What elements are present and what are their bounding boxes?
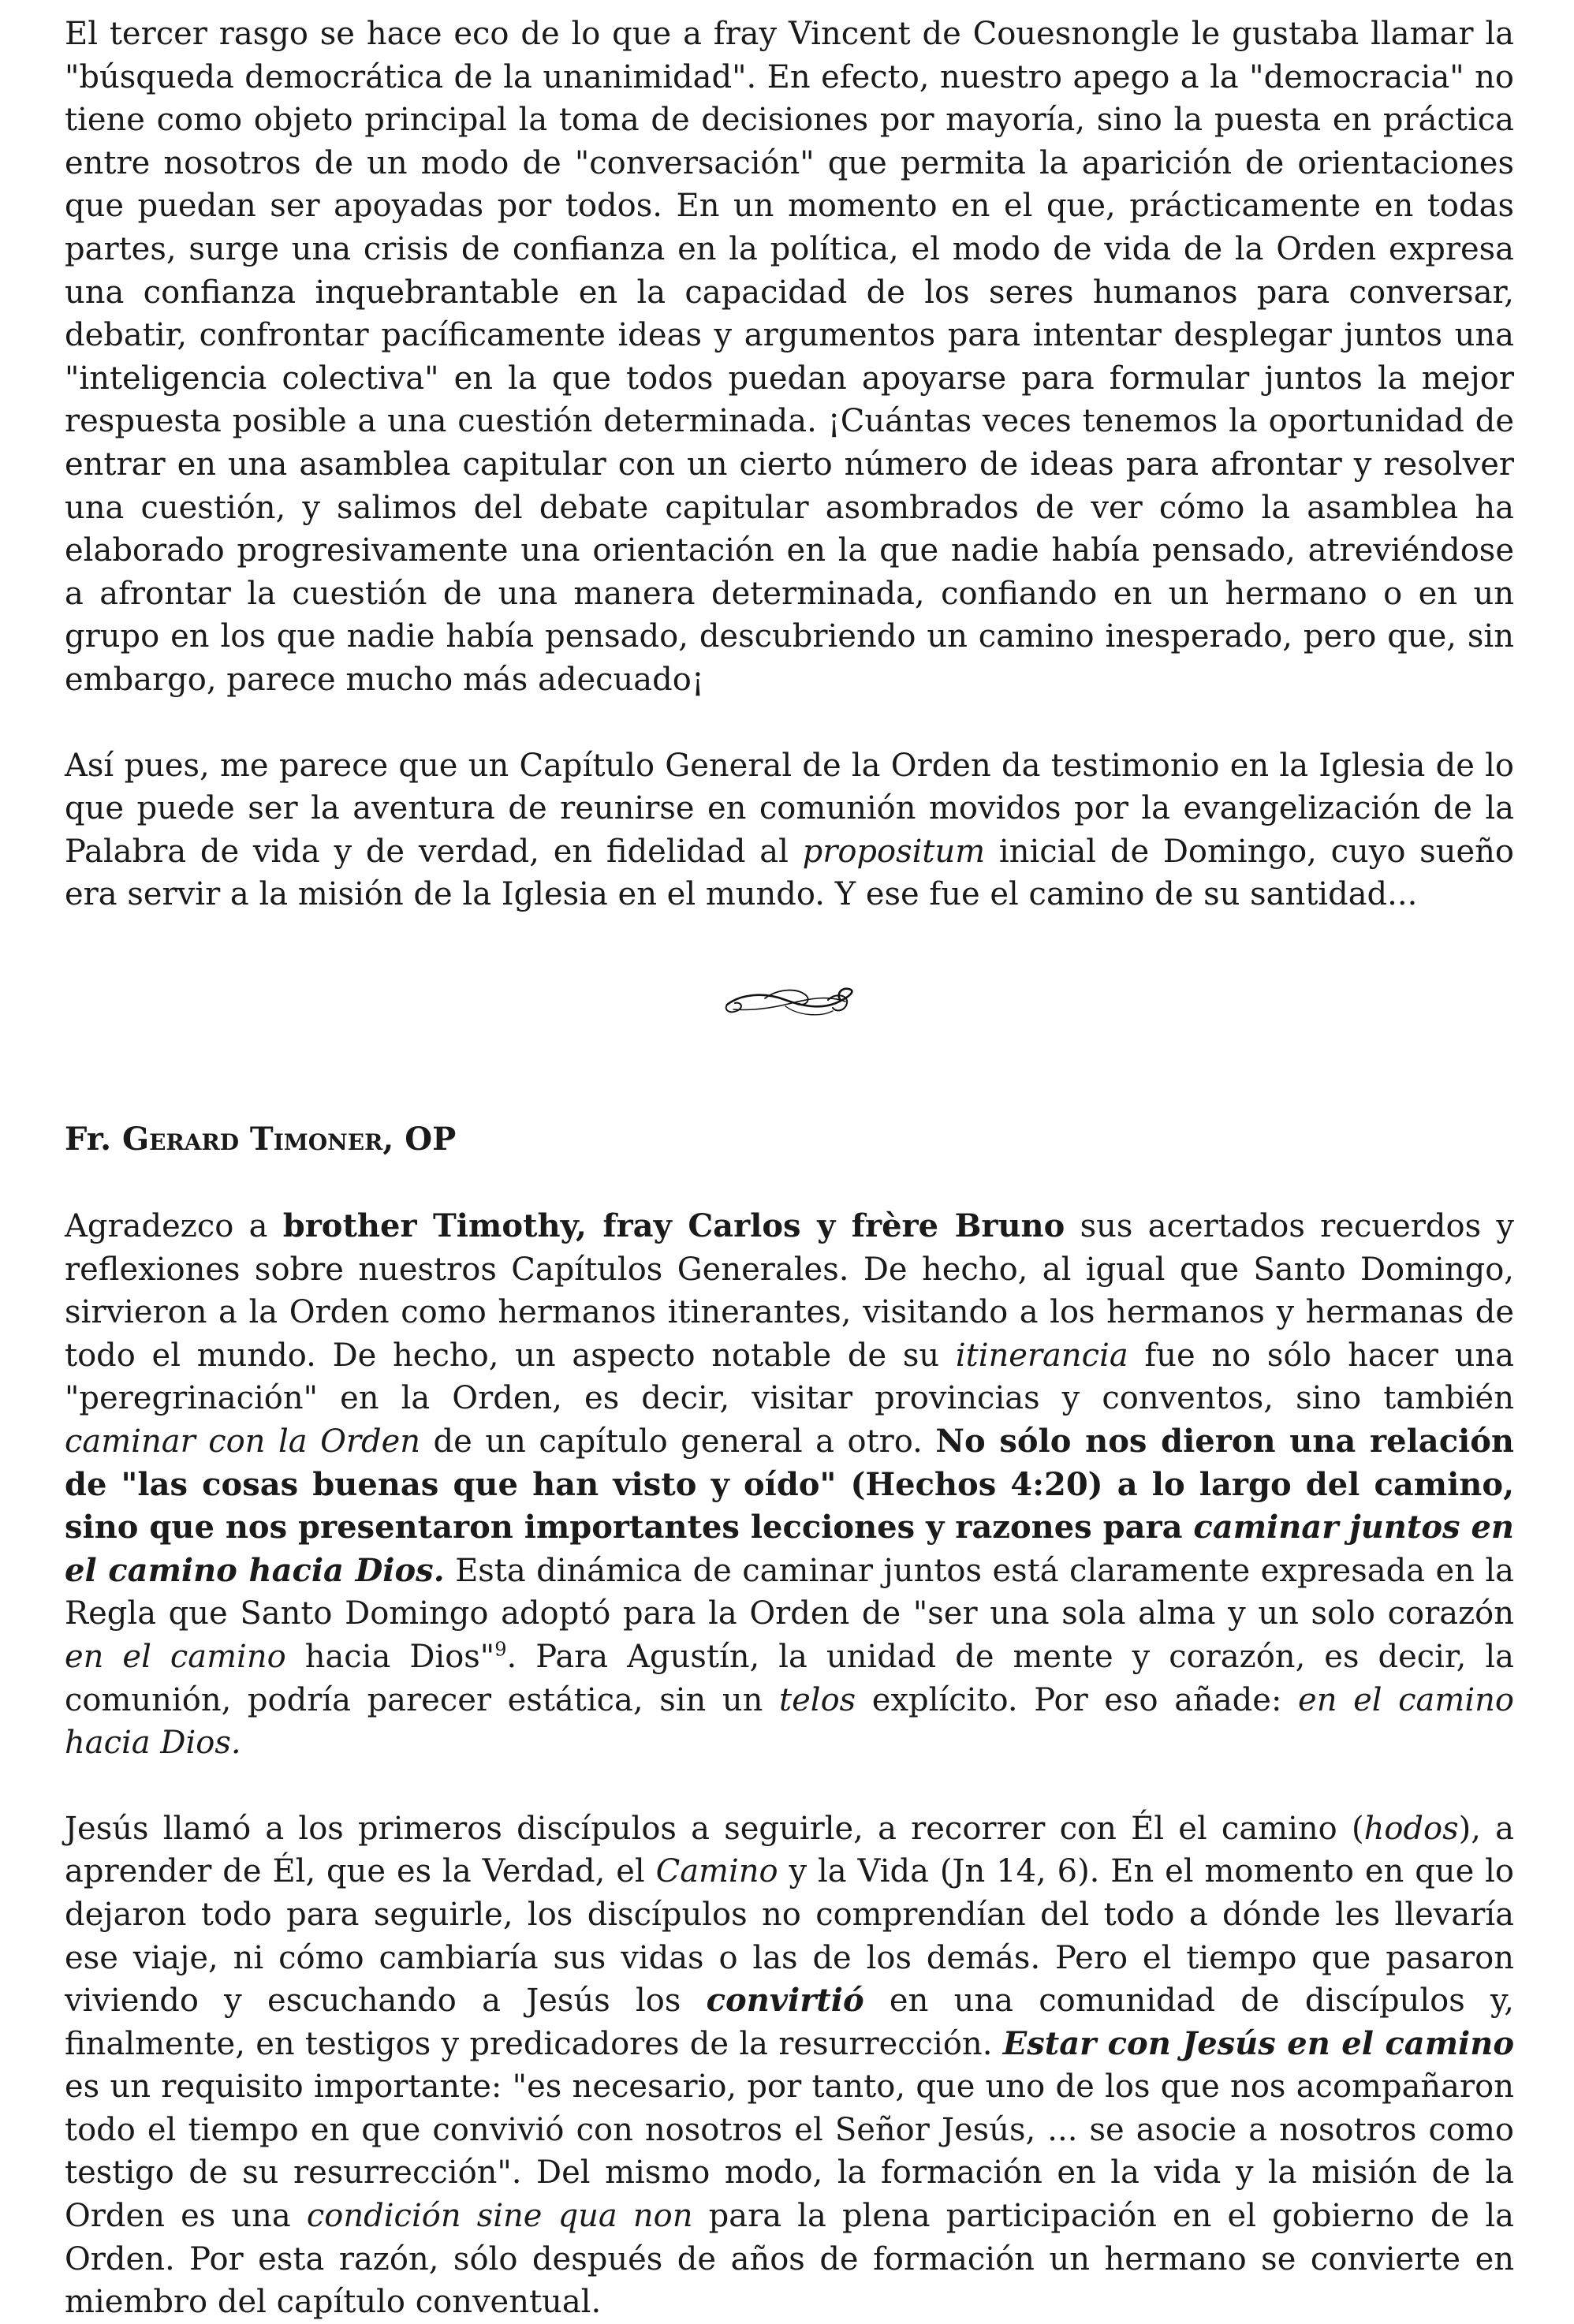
bold-run: No sólo nos dieron una relación de "las cosas buenas que han visto y oído" (Hechos 4:20) a lo largo del camino, sino que nos presentaron importantes lecciones y razones para bbox=[65, 1422, 1515, 1546]
heading-suffix: , OP bbox=[382, 1121, 457, 1158]
author-heading bbox=[65, 1118, 456, 1161]
text-run: fue no sólo hacer una "peregrinación" en la Orden, es decir, visitar provincias y conventos, sino también bbox=[65, 1337, 1514, 1417]
text-run: Agradezco a bbox=[65, 1208, 283, 1244]
footnote-marker: 9 bbox=[494, 1638, 507, 1661]
text-run: ), a aprender de Él, que es la Verdad, el bbox=[65, 1810, 1514, 1890]
text-run: . Para Agustín, la unidad de mente y corazón, es decir, la comunión, podría parecer estática, sin un bbox=[65, 1638, 1515, 1718]
text-run: en una comunidad de discípulos y, finalmente, en testigos y predicadores de la resurrección. bbox=[65, 1983, 1514, 2062]
paragraph-unanimidad: El tercer rasgo se hace eco de lo que a fray Vincent de Couesnongle le gustaba llamar la "búsqueda democrática de la unanimidad". En efecto, nuestro apego a la "democracia" no tiene como objeto principal la toma de decisiones por mayoría, sino la puesta en práctica entre nosotros de un modo de "conversación" que permita la aparición de orientaciones que puedan ser apoyadas por todos. En un momento en el que, prácticamente en todas partes, surge una crisis de confianza en la política, el modo de vida de la Orden expresa una confianza inquebrantable en la capacidad de los seres humanos para conversar, debatir, confrontar pacíficamente ideas y argumentos para intentar desplegar juntos una "inteligencia colectiva" en la que todos puedan apoyarse para formular juntos la mejor respuesta posible a una cuestión determinada. ¡Cuántas veces tenemos la oportunidad de entrar en una asamblea capitular con un cierto número de ideas para afrontar y resolver una cuestión, y salimos del debate capitular asombrados de ver cómo la asamblea ha elaborado progresivamente una orientación en la que nadie había pensado, atreviéndose a afrontar la cuestión de una manera determinada, confiando en un hermano o en un grupo en los que nadie había pensado, descubriendo un camino inesperado, pero que, sin embargo, parece mucho más adecuado¡ bbox=[65, 16, 1514, 698]
italic-run: caminar con la Orden bbox=[65, 1423, 421, 1460]
document-body-top bbox=[65, 13, 1514, 916]
italic-run: en el camino bbox=[65, 1638, 286, 1675]
italic-run: Camino bbox=[655, 1853, 778, 1890]
paragraph-agradecimiento bbox=[65, 1205, 1514, 1765]
text-run: y la Vida (Jn 14, 6). En el momento en que lo dejaron todo para seguirle, los discípulos no comprendían del todo a dónde les llevaría ese viaje, ni cómo cambiaría sus vidas o las de los demás. Pero el tiempo que pasaron viviendo y escuchando a Jesús los bbox=[65, 1853, 1514, 2020]
italic-run: itinerancia bbox=[955, 1337, 1128, 1374]
paragraph-spacer bbox=[65, 1765, 1514, 1807]
bold-italic-run: caminar juntos en el camino hacia Dios. bbox=[65, 1509, 1514, 1589]
bold-run: brother Timothy, fray Carlos y frère Bruno bbox=[282, 1207, 1065, 1244]
italic-run: propositum bbox=[802, 833, 986, 870]
italic-run: telos bbox=[779, 1681, 856, 1718]
heading-name: Gerard Timoner bbox=[121, 1121, 383, 1158]
text-run: Así pues, me parece que un Capítulo General de la Orden da testimonio en la Iglesia de lo que puede ser la aventura de reunirse en comunión movidos por la evangelización de la Palabra de vida y de verdad, en fidelidad al bbox=[65, 747, 1514, 870]
text-run: Esta dinámica de caminar juntos está claramente expresada en la Regla que Santo Domingo adoptó para la Orden de "ser una sola alma y un solo corazón bbox=[65, 1552, 1515, 1632]
text-run: para la plena participación en el gobierno de la Orden. Por esta razón, sólo después de años de formación un hermano se convierte en miembro del capítulo conventual. bbox=[65, 2198, 1515, 2321]
bold-italic-run: Estar con Jesús en el camino bbox=[1002, 2024, 1515, 2062]
document-body-bottom bbox=[65, 1205, 1514, 2324]
bold-italic-run: convirtió bbox=[706, 1982, 864, 2020]
paragraph-capitulo-general bbox=[65, 744, 1514, 916]
text-run: explícito. Por eso añade: bbox=[856, 1681, 1299, 1718]
italic-run: condición sine qua non bbox=[306, 2198, 693, 2235]
text-run: Jesús llamó a los primeros discípulos a seguirle, a recorrer con Él el camino ( bbox=[65, 1810, 1364, 1847]
text-run: es un requisito importante: "es necesario, por tanto, que uno de los que nos acompañaron todo el tiempo en que convivió con nosotros el Señor Jesús, ... se asocie a nosotros como testigo de su resurrección". Del mismo modo, la formación en la vida y la misión de la Orden es una bbox=[65, 2068, 1514, 2235]
italic-run: en el camino hacia Dios. bbox=[65, 1681, 1514, 1762]
text-run: inicial de Domingo, cuyo sueño era servir a la misión de la Iglesia en el mundo. Y ese fue el camino de su santidad... bbox=[65, 833, 1514, 913]
text-run: hacia Dios" bbox=[285, 1638, 495, 1675]
text-run: de un capítulo general a otro. bbox=[420, 1423, 936, 1460]
flourish-ornament-icon bbox=[710, 972, 867, 1035]
italic-run: hodos bbox=[1363, 1810, 1459, 1847]
paragraph-jesus-camino bbox=[65, 1807, 1514, 2324]
paragraph-spacer bbox=[65, 702, 1514, 744]
text-run: sus acertados recuerdos y reflexiones sobre nuestros Capítulos Generales. De hecho, al igual que Santo Domingo, sirvieron a la Orden como hermanos itinerantes, visitando a los hermanos y hermanas de todo el mundo. De hecho, un aspecto notable de su bbox=[65, 1208, 1515, 1374]
heading-prefix: Fr. bbox=[65, 1121, 122, 1158]
